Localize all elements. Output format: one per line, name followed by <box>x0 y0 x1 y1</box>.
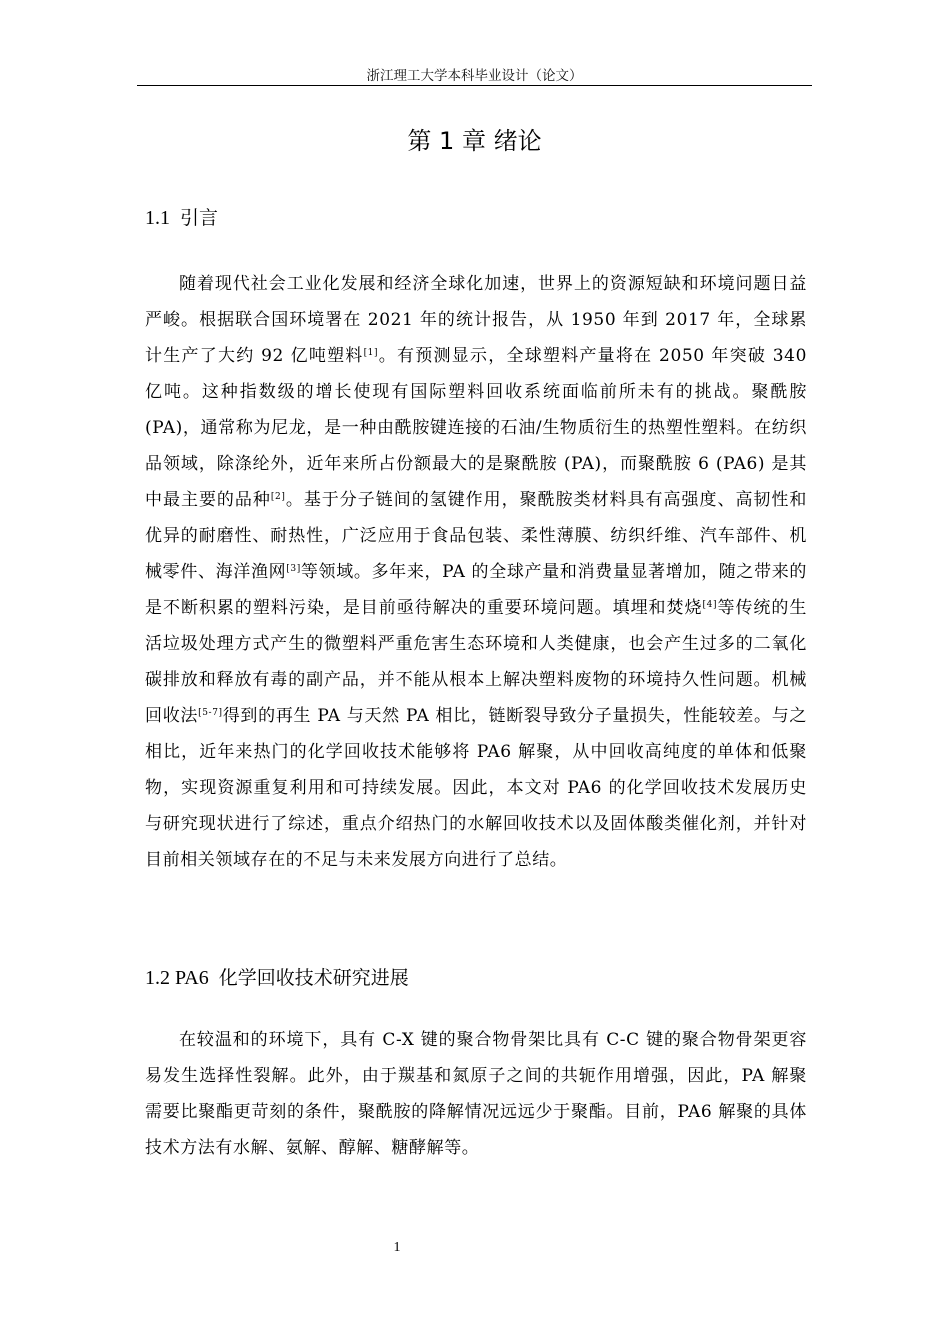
citation: [2] <box>270 492 286 502</box>
section-title: 化学回收技术研究进展 <box>218 967 409 989</box>
citation: [1] <box>363 348 379 358</box>
paragraph-text: 。基于分子链间的氢键作用，聚酰胺类材料具有高强度、高韧性和优异的耐磨性、耐热性，广泛应用于食品包装、柔性薄膜、纺织纤维、汽车部件、机械零件、海洋渔网 <box>145 490 807 582</box>
header-rule <box>137 85 812 86</box>
citation: [3] <box>286 564 301 574</box>
section-number: 1.1 <box>145 207 170 229</box>
paragraph-text: 。有预测显示，全球塑料产量将在 2050 年突破 340 亿吨。这种指数级的增长使现有国际塑料回收系统面临前所未有的挑战。聚酰胺 (PA)，通常称为尼龙，是一种由酰胺键连接的石油/生物质衍生的热塑性塑料。在纺织品领域，除涤纶外，近年来所占份额最大的是聚酰胺 (PA)，而聚酰胺 6 (PA6) 是其中最主要的品种 <box>145 346 807 510</box>
paragraph-text: 等传统的生活垃圾处理方式产生的微塑料严重危害生态环境和人类健康，也会产生过多的二氧化碳排放和释放有毒的副产品，并不能从根本上解决塑料废物的环境持久性问题。机械回收法 <box>145 598 807 726</box>
citation: [5-7] <box>198 708 223 718</box>
running-header: 浙江理工大学本科毕业设计（论文） <box>366 68 583 84</box>
section-number: 1.2 PA6 <box>145 967 209 989</box>
section-heading-1-1 <box>145 205 218 231</box>
paragraph-text: 等领域。多年来，PA 的全球产量和消费量显著增加，随之带来的是不断积累的塑料污染，是目前亟待解决的重要环境问题。填埋和焚烧 <box>145 562 807 618</box>
intro-paragraph <box>145 266 807 878</box>
section-heading-1-2 <box>145 965 409 991</box>
section-title: 引言 <box>180 207 219 229</box>
chapter-title: 第 1 章 绪论 <box>407 127 542 155</box>
paragraph-text: 随着现代社会工业化发展和经济全球化加速，世界上的资源短缺和环境问题日益严峻。根据联合国环境署在 2021 年的统计报告，从 1950 年到 2017 年，全球累计生产了大约 92 亿吨塑料 <box>145 274 807 366</box>
page-number: 1 <box>393 1240 401 1255</box>
paragraph-text: 得到的再生 PA 与天然 PA 相比，链断裂导致分子量损失，性能较差。与之相比，近年来热门的化学回收技术能够将 PA6 解聚，从中回收高纯度的单体和低聚物，实现资源重复利用和可持续发展。因此，本文对 PA6 的化学回收技术发展历史与研究现状进行了综述，重点介绍热门的水解回收技术以及固体酸类催化剂，并针对目前相关领域存在的不足与未来发展方向进行了总结。 <box>145 706 807 870</box>
progress-paragraph: 在较温和的环境下，具有 C-X 键的聚合物骨架比具有 C-C 键的聚合物骨架更容易发生选择性裂解。此外，由于羰基和氮原子之间的共轭作用增强，因此，PA 解聚需要比聚酯更苛刻的条件，聚酰胺的降解情况远远少于聚酯。目前，PA6 解聚的具体技术方法有水解、氨解、醇解、糖酵解等。 <box>145 1030 807 1158</box>
citation: [4] <box>702 600 718 610</box>
